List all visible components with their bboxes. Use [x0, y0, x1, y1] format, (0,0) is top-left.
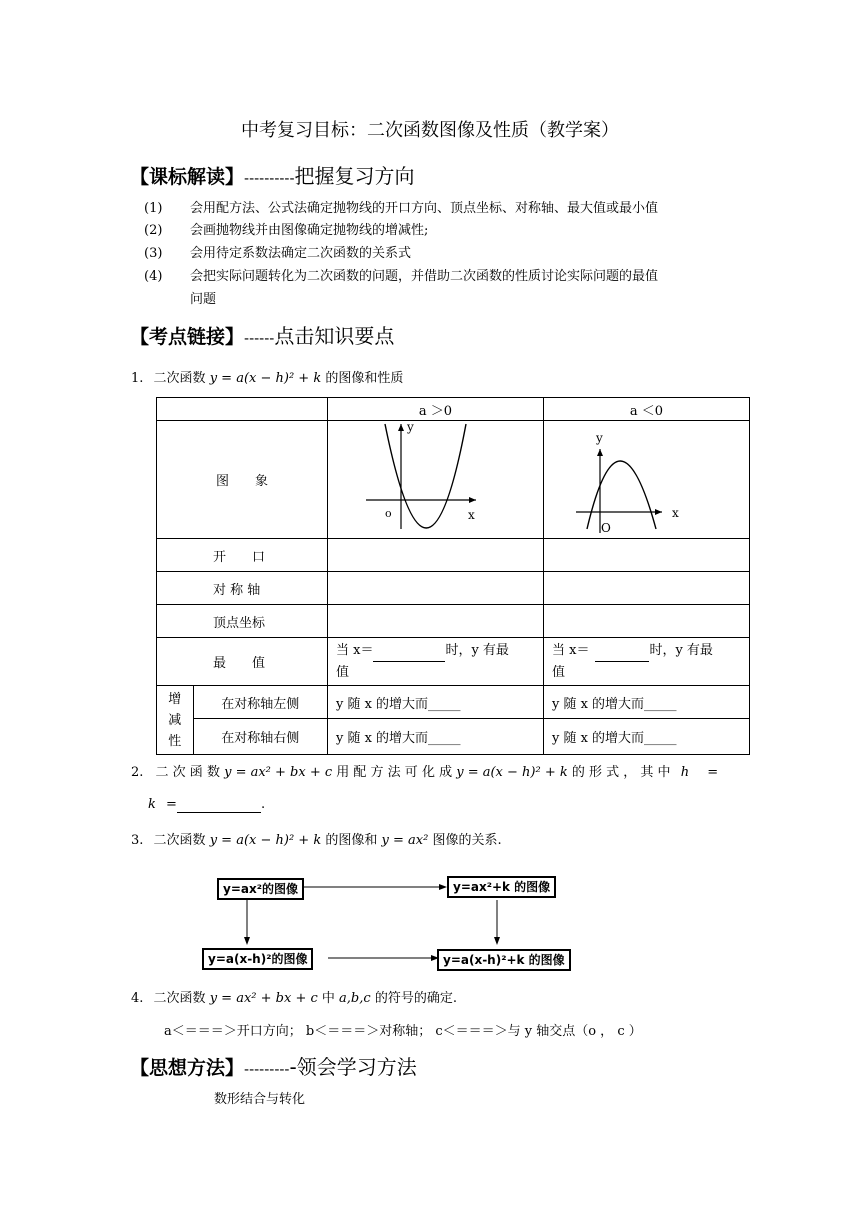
table-cell: y 随 x 的增大而_____	[543, 686, 749, 719]
formula: y = ax² + bx + c	[224, 765, 333, 780]
origin-label: o	[384, 507, 392, 520]
item-4	[131, 987, 457, 1006]
period: .	[260, 797, 266, 812]
variable-h: h	[680, 765, 690, 780]
formula: y = a(x − h)² + k	[209, 371, 322, 386]
y-axis-label: y	[406, 421, 414, 434]
item-text: 的符号的确定.	[374, 991, 457, 1006]
table-row-vertex	[157, 605, 750, 638]
table-cell	[327, 539, 543, 572]
goal-item	[144, 197, 658, 216]
item-text: 图像的关系.	[432, 833, 502, 848]
graph-cell-negative	[543, 421, 749, 539]
answer-blank	[595, 640, 649, 662]
goal-number: (1)	[144, 201, 163, 216]
row-label-left: 在对称轴左侧	[193, 686, 327, 719]
goal-item	[144, 242, 411, 261]
graph-cell-positive	[327, 421, 543, 539]
flow-box-vertex-form: y=a(x-h)²+k 的图像	[437, 949, 571, 971]
equals-sign: =	[166, 797, 177, 812]
answer-blank	[177, 797, 261, 813]
cell-text: 时，y 有最	[649, 643, 713, 658]
x-axis-label: x	[467, 508, 475, 522]
goal-item	[144, 219, 428, 238]
item-number: 4.	[131, 991, 144, 1006]
cell-text: 时，y 有最	[445, 643, 509, 658]
row-label-vertex: 顶点坐标	[157, 605, 328, 638]
table-cell: y 随 x 的增大而_____	[327, 719, 543, 755]
table-cell	[327, 572, 543, 605]
table-row-right	[157, 719, 750, 755]
section-bracket: 【考点链接】	[130, 326, 245, 348]
item-number: 1.	[131, 371, 144, 386]
goal-continuation: 问题	[190, 292, 217, 307]
table-row-image	[157, 421, 750, 539]
row-label-opening: 开 口	[157, 539, 328, 572]
section-heading-curriculum	[130, 160, 415, 189]
cell-text: 值	[551, 665, 565, 680]
goal-text: 会用待定系数法确定二次函数的关系式	[190, 246, 412, 261]
row-label-monotonicity	[157, 686, 194, 755]
table-cell: y 随 x 的增大而_____	[543, 719, 749, 755]
x-axis-label: x	[671, 506, 679, 520]
item-text: 的图像和性质	[325, 371, 404, 386]
variable-k: k	[148, 797, 156, 812]
mono-char: 性	[168, 733, 182, 749]
row-label-extreme: 最 值	[157, 638, 328, 686]
goal-text: 会画抛物线并由图像确定抛物线的增减性;	[190, 223, 429, 238]
section-subtitle: 把握复习方向	[294, 164, 415, 188]
goal-text: 会用配方法、公式法确定抛物线的开口方向、顶点坐标、对称轴、最大值或最小值	[190, 201, 659, 216]
table-cell	[543, 638, 749, 686]
sign-relations: a＜＝＝＝＞开口方向； b＜＝＝＝＞对称轴； c＜＝＝＝＞与 y 轴交点（o ， c ）	[164, 1024, 642, 1039]
row-label-right: 在对称轴右侧	[193, 719, 327, 755]
item-text: 的图像和	[325, 833, 378, 848]
section-heading-methods	[130, 1051, 417, 1080]
mono-char: 减	[168, 712, 182, 728]
item-text: 的 形 式 ， 其 中	[571, 765, 671, 780]
table-cell	[543, 605, 749, 638]
cell-text: 值	[335, 665, 349, 680]
section-dash: ----------	[244, 171, 295, 187]
item-number: 3.	[131, 833, 144, 848]
goal-text: 会把实际问题转化为二次函数的问题，并借助二次函数的性质讨论实际问题的最值	[190, 269, 659, 284]
table-cell	[157, 398, 328, 421]
item-number: 2.	[131, 765, 144, 780]
item-1	[131, 367, 403, 386]
item-2-continuation	[148, 797, 265, 813]
cell-text: 当 x＝	[551, 643, 590, 658]
col-header-a-positive: a ＞0	[327, 398, 543, 421]
row-label-axis: 对 称 轴	[157, 572, 328, 605]
equals-sign: =	[707, 765, 719, 780]
goal-number: (2)	[144, 223, 163, 238]
mono-char: 增	[168, 691, 182, 707]
formula: y = a(x − h)² + k	[209, 833, 322, 848]
y-axis-label: y	[595, 431, 603, 445]
item-text: 用 配 方 法 可 化 成	[336, 765, 453, 780]
parabola-down-graph	[544, 421, 749, 534]
flow-box-ax2-plus-k: y=ax²+k 的图像	[447, 876, 556, 898]
formula: y = ax²	[381, 833, 429, 848]
cell-text: 当 x＝	[335, 643, 374, 658]
section-subtitle: -领会学习方法	[289, 1055, 417, 1079]
section-dash: ------	[244, 331, 275, 347]
formula: a,b,c	[339, 991, 371, 1006]
section-heading-keypoints	[130, 320, 394, 349]
page-title: 中考复习目标：二次函数图像及性质（教学案）	[241, 120, 619, 141]
table-row-left	[157, 686, 750, 719]
section-bracket: 【课标解读】	[130, 166, 245, 188]
item-text: 中	[321, 991, 335, 1006]
item-3	[131, 829, 502, 848]
method-text: 数形结合与转化	[214, 1092, 306, 1107]
item-text: 二 次 函 数	[155, 765, 220, 780]
goal-number: (3)	[144, 246, 163, 261]
properties-table	[156, 397, 750, 755]
flow-box-ax2: y=ax²的图像	[217, 878, 304, 900]
table-row-axis	[157, 572, 750, 605]
formula: y = a(x − h)² + k	[456, 765, 568, 780]
table-cell	[543, 572, 749, 605]
formula: y = ax² + bx + c	[209, 991, 318, 1006]
section-dash: ---------	[244, 1062, 290, 1078]
parabola-up-graph	[328, 421, 543, 534]
col-header-a-negative: a ＜0	[543, 398, 749, 421]
table-cell	[327, 638, 543, 686]
answer-blank	[373, 640, 445, 662]
item-2	[131, 761, 741, 780]
section-bracket: 【思想方法】	[130, 1057, 245, 1079]
goal-number: (4)	[144, 269, 163, 284]
item-text: 二次函数	[153, 991, 206, 1006]
item-text: 二次函数	[153, 833, 206, 848]
row-label-image: 图 象	[157, 421, 328, 539]
flow-box-shift-h: y=a(x-h)²的图像	[202, 948, 313, 970]
table-cell	[543, 539, 749, 572]
table-header-row	[157, 398, 750, 421]
section-subtitle: 点击知识要点	[274, 324, 395, 348]
origin-label: O	[600, 521, 611, 534]
item-text: 二次函数	[153, 371, 206, 386]
goal-item	[144, 265, 658, 284]
table-row-extreme	[157, 638, 750, 686]
table-cell: y 随 x 的增大而_____	[327, 686, 543, 719]
table-cell	[327, 605, 543, 638]
table-row-opening	[157, 539, 750, 572]
